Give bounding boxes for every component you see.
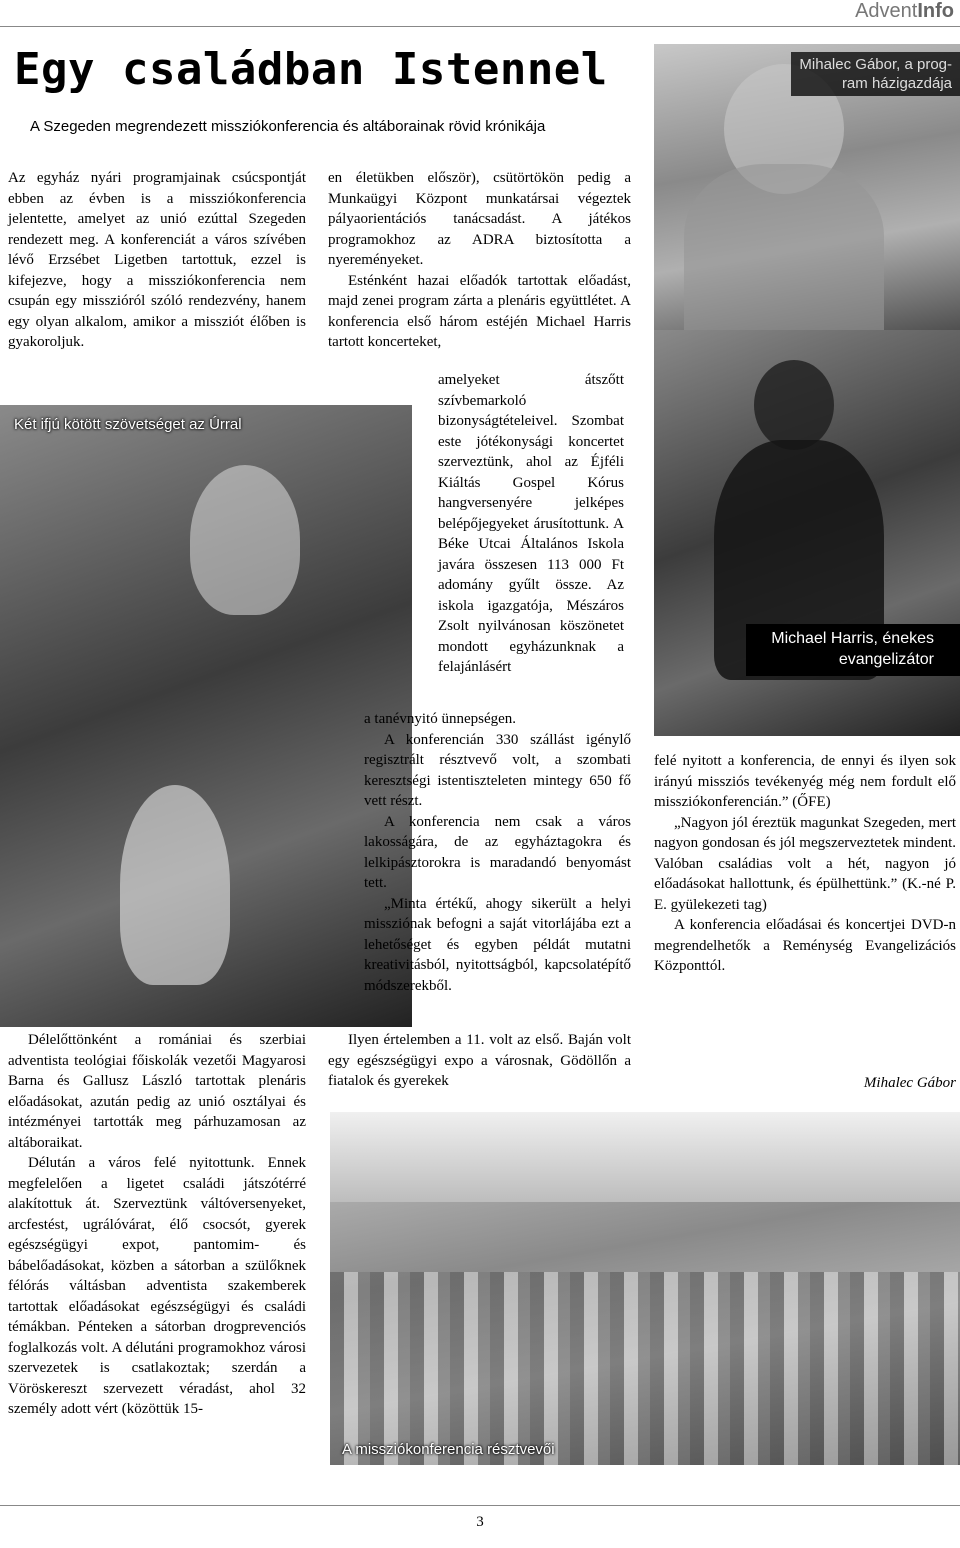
column-2-narrow (438, 370, 624, 678)
paragraph: a tanévnyitó ünnepségen. (364, 711, 517, 727)
paragraph: A konferencia előadásai és koncertjei DVD-n megrendelhetők a Reménység Evangelizációs Központtól. (654, 917, 956, 974)
photo-host-caption-line: Mihalec Gábor, a prog- (799, 56, 952, 73)
figure-shape (754, 360, 834, 450)
footer-rule (0, 1505, 960, 1506)
photo-singer-caption (746, 624, 960, 676)
article-subtitle: A Szegeden megrendezett missziókonferencia és altáborainak rövid krónikája (30, 118, 546, 135)
photo-host (654, 44, 960, 344)
paragraph: Ilyen értelemben a 11. volt az első. Baján volt egy egészségügyi expo a városnak, Gödöllőn a fiatalok és gyerekek (328, 1032, 631, 1089)
brand-logo-part2: Info (917, 0, 954, 22)
paragraph: felé nyitott a konferencia, de ennyi és ilyen sok irányú missziós tevékenyég még nem fordult elő missziókonferencián.” (ŐFE) (654, 753, 956, 810)
brand-logo (855, 0, 954, 23)
column-1-bottom (8, 1030, 306, 1420)
brand-logo-part1: Advent (855, 0, 918, 22)
paragraph: Az egyház nyári programjainak csúcspontját ebben az évben is a missziókonferencia jelentette, amelyet az unió ezúttal Szegeden rendezett meg. A konferenciát a város szívében lévő Erzsébet Ligetben tartottuk, ezzel is kifejezve, hogy a missziókonferencia nem csupán egy misszióról szóló rendezvény, hanem egy olyan alkalom, amikor a missziót élőben is gyakoroljuk. (8, 170, 306, 350)
photo-baptism-caption: Két ifjú kötött szövetséget az Úrral (14, 416, 242, 433)
column-1-top (8, 168, 306, 353)
audience-rows (330, 1272, 960, 1465)
paragraph: en életükben először), csütörtökön pedig a Munkaügyi Központ munkatársai végeztek pályaorientációs tanácsadást. A játékos programokhoz az ADRA biztosította a nyereményeket. (328, 170, 631, 268)
paragraph: Délelőttönként a romániai és szerbiai adventista teológiai főiskolák vezetői Magyarosi Barna és Gallusz László tartottak plenáris előadásokat, azután pedig az unió osztályai és intézményei tartották meg párhuzamosan az altáboraikat. (8, 1032, 306, 1151)
paragraph: A konferencia nem csak a város lakosságára, de az egyháztagokra és lelkipásztorokra is maradandó benyomást tett. (364, 813, 631, 891)
photo-host-caption-line: ram házigazdája (841, 75, 952, 92)
figure-shape (190, 465, 300, 615)
column-2-bottom (364, 709, 631, 996)
article-title: Egy családban Istennel (14, 44, 608, 95)
header-rule (0, 26, 960, 27)
figure-shape (684, 164, 884, 344)
column-2-top (328, 168, 631, 353)
paragraph: „Nagyon jól éreztük magunkat Szegeden, mert nagyon gondosan és jól megszerveztetek mindent. Valóban családias volt a hét, nagyon jó előadásokat hallottunk, és épülhettünk.” (K.-né P. E. gyülekezeti tag) (654, 814, 956, 913)
paragraph: amelyeket átszőtt szívbemarkoló bizonyságtételeivel. Szombat este jótékonysági koncertet szerveztünk, ahol az Éjféli Kiáltás Gospel Kórus hangversenyére jelképes belépőjegyeket árusítottunk. A Béke Utcai Általános Iskola javára összesen 113 000 Ft adomány gyűlt össze. Az iskola igazgatója, Mészáros Zsolt nyilvánosan köszönetet mondott egyházunknak a felajánlásért (438, 372, 624, 675)
paragraph: „Minta értékű, ahogy sikerült a helyi missziónak befogni a saját vitorlájába ezt a lehetőséget és egyben példát mutatni kreativitásból, nyitottságból, kapcsolatépítő módszerekből. (364, 895, 631, 994)
paragraph: Délután a város felé nyitottunk. Ennek megfelelően a ligetet családi játszótérré alakítottuk át. Szerveztünk váltóversenyeket, arcfestést, ugrálóvárat, élő csocsót, gyerek egészségügyi expot, pantomim- és bábelőadásokat, közben a sátorban a szülőknek félórás váltásban adventista szakemberek tartottak előadásokat egészségügyi és családi témákban. Pénteken a sátorban drogprevenciós foglalkozás volt. A délutáni programokhoz városi szervezetek is csatlakoztak; szerdán a Vöröskereszt szervezett véradást, ahol 32 személy adott vért (közöttük 15- (8, 1155, 306, 1417)
photo-singer-caption-line: evangelizátor (838, 651, 934, 668)
photo-audience (330, 1112, 960, 1465)
page-number: 3 (476, 1514, 484, 1530)
photo-host-caption (791, 52, 960, 96)
photo-singer (654, 330, 960, 736)
photo-singer-caption-line: Michael Harris, énekes (771, 630, 934, 647)
column-3 (654, 751, 956, 977)
column-2-end (328, 1030, 631, 1092)
photo-baptism (0, 405, 412, 1027)
paragraph: A konferencián 330 szállást igénylő regisztrált résztvevő volt, a szombati keresztségi istentiszteleten mintegy 650 fő vett részt. (364, 731, 631, 809)
figure-shape (120, 785, 230, 985)
photo-audience-caption: A missziókonferencia résztvevői (342, 1441, 555, 1458)
tent-roof (330, 1112, 960, 1202)
article-author: Mihalec Gábor (863, 1075, 956, 1091)
paragraph: Esténként hazai előadók tartottak előadást, majd zenei program zárta a plenáris együttlétet. A konferencia első három estéjén Michael Harris tartott koncerteket, (328, 272, 631, 350)
